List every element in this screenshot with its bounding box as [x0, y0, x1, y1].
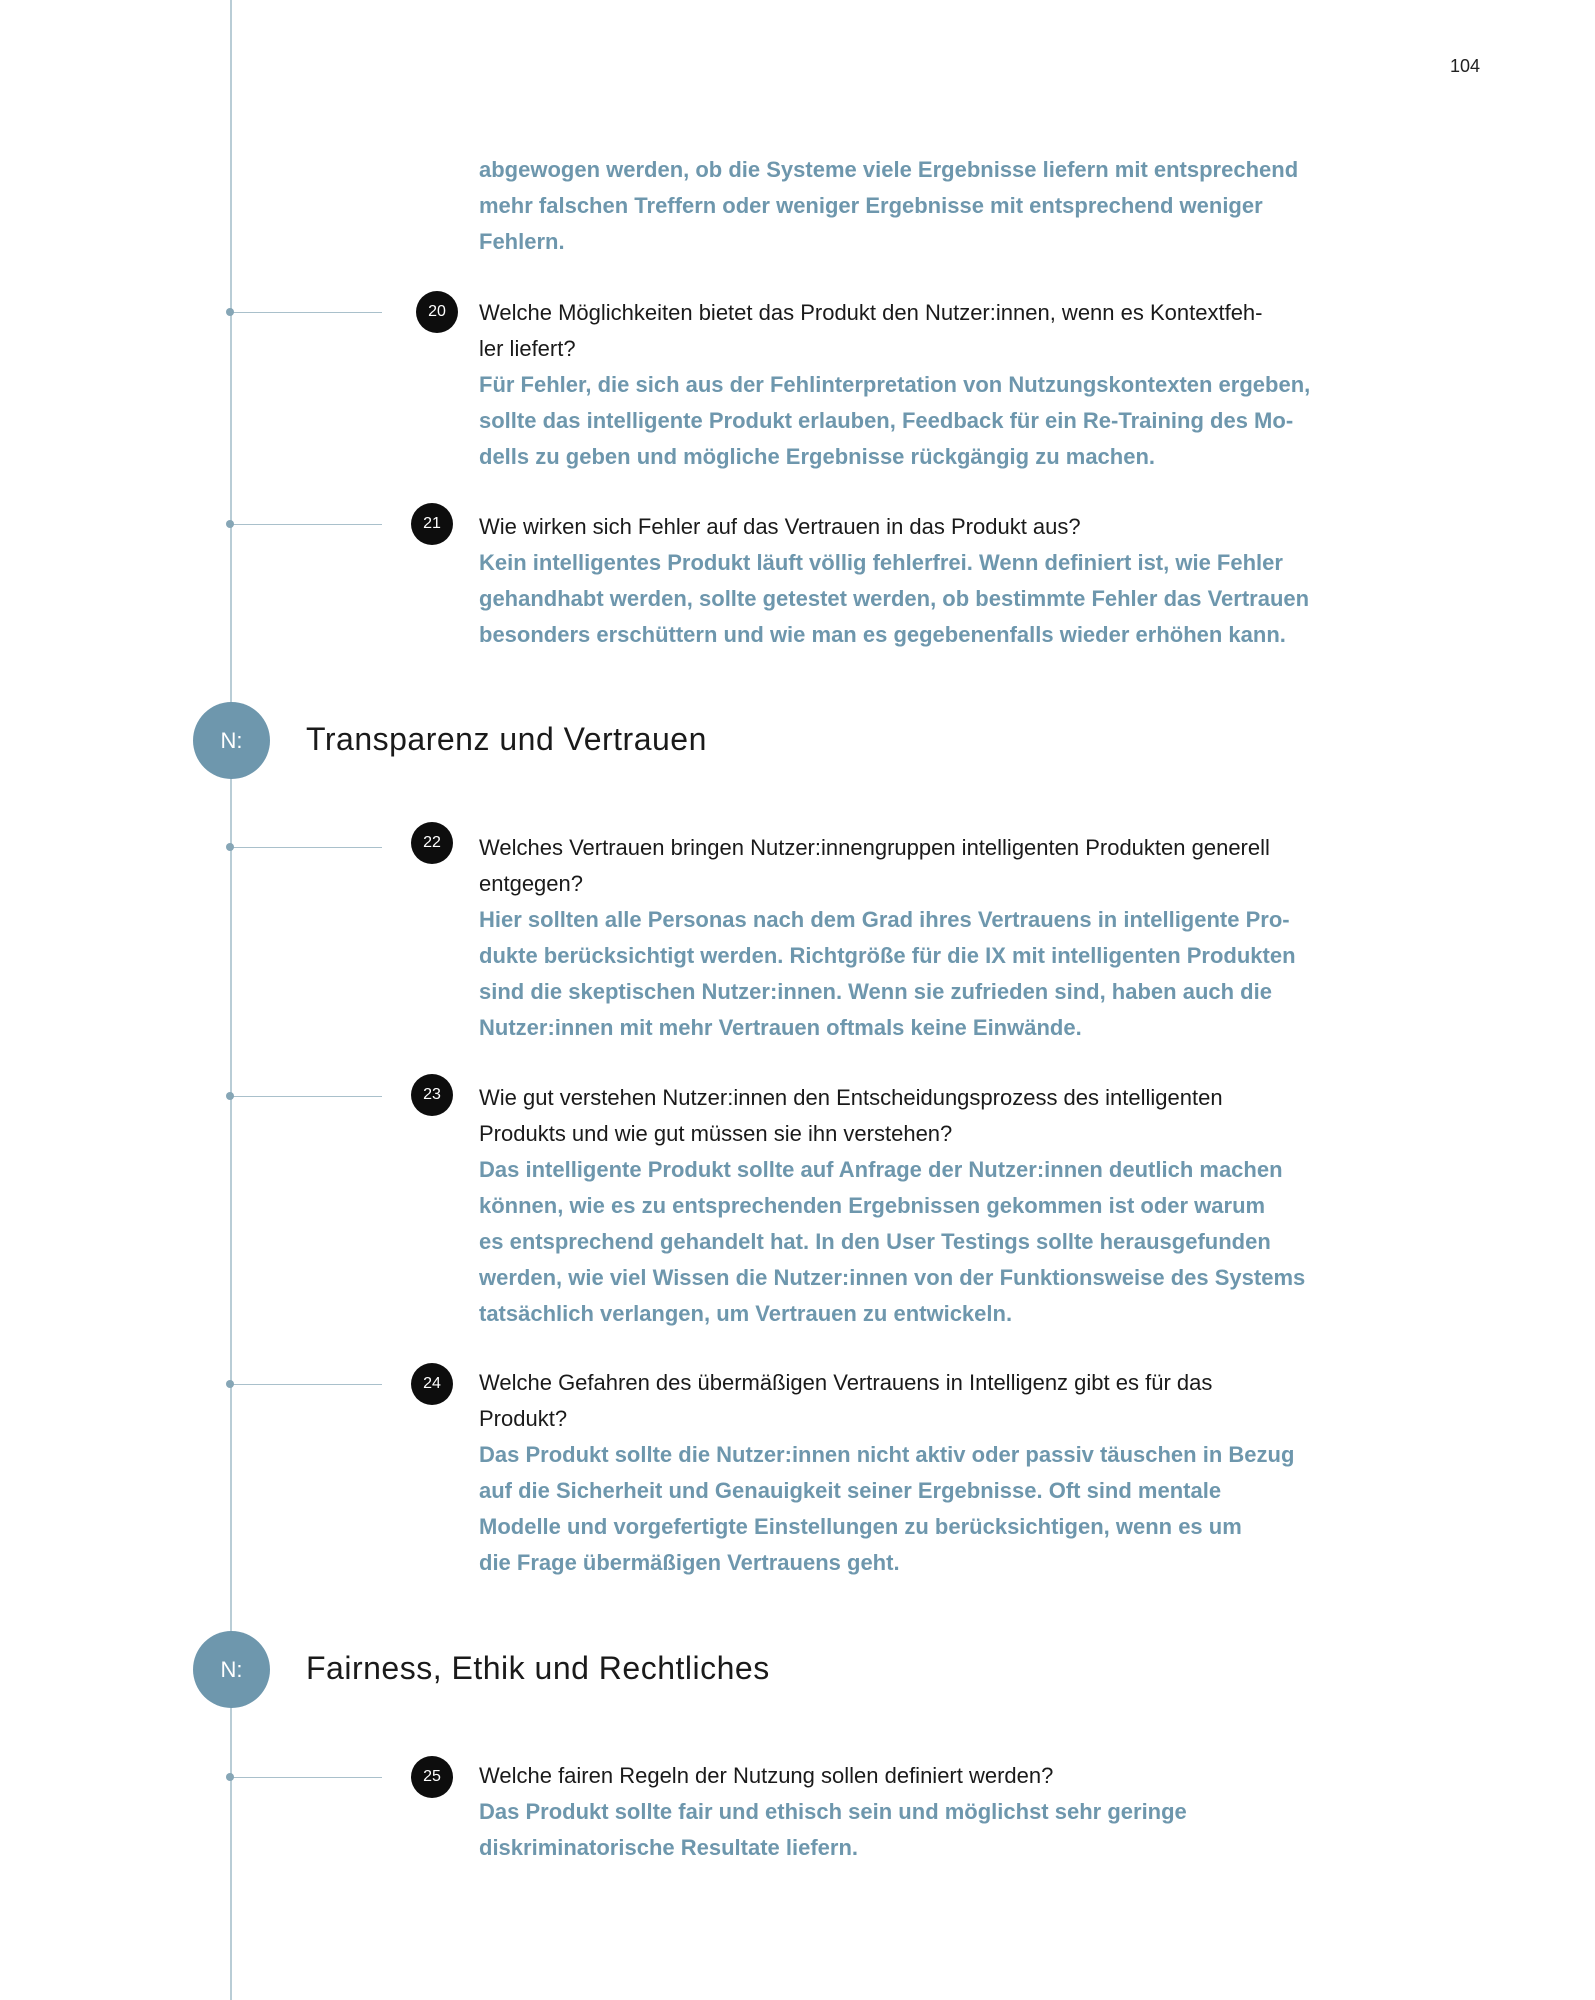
question-number-badge: 22: [411, 822, 453, 864]
question-line: Welche fairen Regeln der Nutzung sollen definiert werden?: [479, 1763, 1054, 1788]
answer-line: dukte berücksichtigt werden. Richtgröße für die IX mit intelligenten Produkten: [479, 943, 1296, 968]
timeline-connector: [230, 1384, 382, 1385]
answer-line: können, wie es zu entsprechenden Ergebnissen gekommen ist oder warum: [479, 1193, 1266, 1218]
question-line: Welches Vertrauen bringen Nutzer:innengruppen intelligenten Produkten generell: [479, 835, 1270, 860]
answer-line: Kein intelligentes Produkt läuft völlig fehlerfrei. Wenn definiert ist, wie Fehler: [479, 550, 1283, 575]
question-number-badge: 25: [411, 1756, 453, 1798]
timeline-connector: [230, 847, 382, 848]
question-number-badge: 24: [411, 1363, 453, 1405]
answer-line: sollte das intelligente Produkt erlauben, Feedback für ein Re-Training des Mo-: [479, 408, 1294, 433]
answer-line: Nutzer:innen mit mehr Vertrauen oftmals keine Einwände.: [479, 1015, 1082, 1040]
answer-line: Modelle und vorgefertigte Einstellungen zu berücksichtigen, wenn es um: [479, 1514, 1242, 1539]
question-number-badge: 23: [411, 1074, 453, 1116]
answer-line: auf die Sicherheit und Genauigkeit seiner Ergebnisse. Oft sind mentale: [479, 1478, 1222, 1503]
timeline-dot: [226, 1092, 234, 1100]
question-21: [479, 509, 1369, 653]
answer-line: Das Produkt sollte fair und ethisch sein und möglichst sehr geringe: [479, 1799, 1187, 1824]
question-line: Welche Gefahren des übermäßigen Vertrauens in Intelligenz gibt es für das: [479, 1370, 1213, 1395]
answer-line: es entsprechend gehandelt hat. In den User Testings sollte herausgefunden: [479, 1229, 1271, 1254]
answer-line: Das intelligente Produkt sollte auf Anfrage der Nutzer:innen deutlich machen: [479, 1157, 1283, 1182]
timeline-dot: [226, 1773, 234, 1781]
answer-line: die Frage übermäßigen Vertrauens geht.: [479, 1550, 900, 1575]
question-line: entgegen?: [479, 871, 583, 896]
timeline-dot: [226, 308, 234, 316]
answer-line: Für Fehler, die sich aus der Fehlinterpretation von Nutzungskontexten ergeben,: [479, 372, 1311, 397]
question-line: Wie gut verstehen Nutzer:innen den Entscheidungsprozess des intelligenten: [479, 1085, 1223, 1110]
section-title: Fairness, Ethik und Rechtliches: [306, 1650, 770, 1686]
answer-line: gehandhabt werden, sollte getestet werden, ob bestimmte Fehler das Vertrauen: [479, 586, 1310, 611]
question-25: [479, 1758, 1369, 1866]
answer-line: mehr falschen Treffern oder weniger Ergebnisse mit entsprechend weniger: [479, 193, 1263, 218]
answer-line: besonders erschüttern und wie man es gegebenenfalls wieder erhöhen kann.: [479, 622, 1286, 647]
intro-answer: [479, 152, 1369, 260]
answer-line: Das Produkt sollte die Nutzer:innen nicht aktiv oder passiv täuschen in Bezug: [479, 1442, 1295, 1467]
section-title: Transparenz und Vertrauen: [306, 721, 707, 757]
timeline-dot: [226, 843, 234, 851]
answer-line: diskriminatorische Resultate liefern.: [479, 1835, 859, 1860]
timeline-connector: [230, 524, 382, 525]
question-number-badge: 21: [411, 503, 453, 545]
page-number: 104: [1449, 56, 1481, 76]
timeline-connector: [230, 312, 382, 313]
question-24: [479, 1365, 1369, 1581]
timeline-connector: [230, 1777, 382, 1778]
answer-line: tatsächlich verlangen, um Vertrauen zu entwickeln.: [479, 1301, 1013, 1326]
question-23: [479, 1080, 1369, 1332]
answer-line: werden, wie viel Wissen die Nutzer:innen von der Funktionsweise des Systems: [479, 1265, 1306, 1290]
answer-line: abgewogen werden, ob die Systeme viele Ergebnisse liefern mit entsprechend: [479, 157, 1299, 182]
question-22: [479, 830, 1369, 1046]
timeline-connector: [230, 1096, 382, 1097]
answer-line: Hier sollten alle Personas nach dem Grad ihres Vertrauens in intelligente Pro-: [479, 907, 1290, 932]
section-badge: N:: [193, 702, 270, 779]
question-line: Wie wirken sich Fehler auf das Vertrauen in das Produkt aus?: [479, 514, 1081, 539]
question-line: ler liefert?: [479, 336, 576, 361]
question-20: [479, 295, 1369, 475]
answer-line: dells zu geben und mögliche Ergebnisse rückgängig zu machen.: [479, 444, 1156, 469]
question-line: Produkt?: [479, 1406, 568, 1431]
question-number-badge: 20: [416, 291, 458, 333]
answer-line: Fehlern.: [479, 229, 565, 254]
timeline-dot: [226, 520, 234, 528]
timeline-dot: [226, 1380, 234, 1388]
question-line: Produkts und wie gut müssen sie ihn verstehen?: [479, 1121, 953, 1146]
question-line: Welche Möglichkeiten bietet das Produkt den Nutzer:innen, wenn es Kontextfeh-: [479, 300, 1263, 325]
section-badge: N:: [193, 1631, 270, 1708]
answer-line: sind die skeptischen Nutzer:innen. Wenn sie zufrieden sind, haben auch die: [479, 979, 1272, 1004]
